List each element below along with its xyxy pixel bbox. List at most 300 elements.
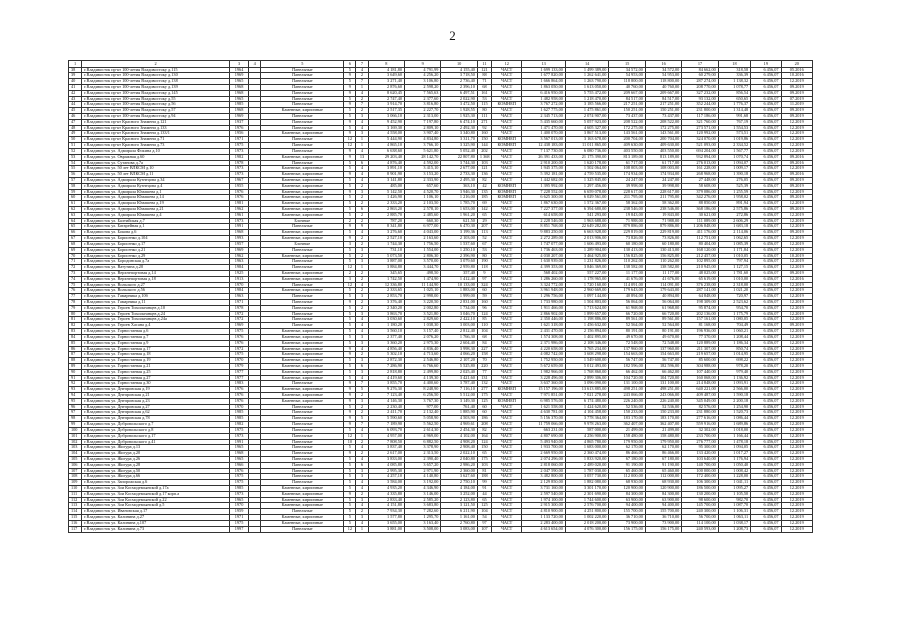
- table-cell: 2 831,00: [441, 300, 477, 306]
- table-cell: 46: [69, 114, 82, 120]
- table-cell: 2 960 669,00: [565, 288, 609, 294]
- table-cell: 1 958,02: [718, 195, 750, 201]
- table-cell: 3 252,00: [441, 491, 477, 497]
- table-cell: 6 456,07: [751, 207, 781, 213]
- table-cell: 6 638,60: [368, 148, 404, 154]
- table-cell: 5: [344, 462, 356, 468]
- table-cell: 3 961 948,00: [522, 288, 566, 294]
- table-cell: 1 867 630,00: [522, 201, 566, 207]
- table-cell: 68: [477, 84, 491, 90]
- table-cell: 12.2019: [781, 468, 813, 474]
- table-cell: 88: [69, 358, 82, 364]
- table-cell: 61 717,00: [645, 160, 681, 166]
- table-cell: 2 527,10: [368, 236, 404, 242]
- table-cell: 1981: [229, 201, 248, 207]
- table-cell: 183 170,00: [609, 416, 645, 422]
- table-cell: г.Владивосток ул. Запорожская д.6: [82, 480, 230, 486]
- table-cell: Панельные: [261, 294, 344, 300]
- table-cell: Каменные, кирпичные: [261, 369, 344, 375]
- table-cell: 156 175,00: [645, 526, 681, 532]
- table-cell: 2 350 446,00: [522, 317, 566, 323]
- table-cell: 5: [344, 294, 356, 300]
- table-cell: 110: [477, 323, 491, 329]
- table-cell: 86 466,00: [645, 451, 681, 457]
- table-cell: 1 424 620,00: [565, 404, 609, 410]
- table-cell: 91 190,00: [609, 462, 645, 468]
- table-cell: 41 676,00: [645, 276, 681, 282]
- table-cell: 12.2019: [781, 480, 813, 486]
- table-cell: 1966: [229, 462, 248, 468]
- table-cell: Панельные: [261, 67, 344, 73]
- table-cell: 1 653,00: [441, 207, 477, 213]
- table-cell: КОМНЕП: [492, 183, 522, 189]
- table-cell: 21 499,00: [609, 427, 645, 433]
- table-cell: 4 256,20: [405, 73, 441, 79]
- table-cell: 2 517,35: [368, 108, 404, 114]
- table-cell: ЧАСТ: [492, 369, 522, 375]
- table-cell: 1997: [229, 526, 248, 532]
- table-cell: 5: [344, 160, 356, 166]
- table-cell: 6 456,07: [751, 137, 781, 143]
- table-cell: 6 456,07: [751, 300, 781, 306]
- table-cell: 94 400,00: [645, 503, 681, 509]
- table-cell: 1963: [229, 259, 248, 265]
- table-cell: г.Владивосток пр-кт Красного Знамени д.133: [82, 125, 230, 131]
- table-cell: 1 250,10: [441, 247, 477, 253]
- table-cell: г.Владивосток ул. 50 лет ВЛКСМ д.11: [82, 172, 230, 178]
- table-cell: 179 643,00: [645, 288, 681, 294]
- table-cell: 09.2016: [781, 154, 813, 160]
- table-cell: 86 466,00: [609, 451, 645, 457]
- table-cell: 109: [69, 480, 82, 486]
- table-cell: Каменные, кирпичные: [261, 172, 344, 178]
- table-cell: 97: [477, 520, 491, 526]
- table-cell: ЧАСТ: [492, 160, 522, 166]
- table-cell: 5 058,90: [405, 416, 441, 422]
- table-cell: 238 546,00: [645, 207, 681, 213]
- table-cell: 118 800,00: [609, 79, 645, 85]
- table-cell: 3 376,40: [368, 300, 404, 306]
- table-cell: 954,70: [718, 305, 750, 311]
- table-cell: 09.2019: [781, 183, 813, 189]
- table-cell: 587 000,00: [565, 427, 609, 433]
- table-cell: 12.2019: [781, 474, 813, 480]
- table-cell: 1 009,17: [718, 166, 750, 172]
- register-table: [68, 60, 813, 533]
- table-cell: 66: [69, 230, 82, 236]
- table-cell: 1: [356, 143, 368, 149]
- table-cell: 174 934,00: [609, 172, 645, 178]
- table-cell: 2 390,40: [405, 456, 441, 462]
- table-cell: 9: [344, 236, 356, 242]
- table-cell: 150 251,00: [609, 108, 645, 114]
- table-cell: Каменные, кирпичные: [261, 520, 344, 526]
- table-cell: 09.2019: [781, 195, 813, 201]
- table-cell: 113: [477, 230, 491, 236]
- table-cell: 62: [69, 207, 82, 213]
- table-cell: 39: [69, 73, 82, 79]
- table-cell: 4 139,30: [405, 375, 441, 381]
- table-cell: 11 759 066,00: [522, 422, 566, 428]
- table-cell: 3 157,40: [405, 329, 441, 335]
- table-cell: ЧАСТ: [492, 381, 522, 387]
- table-cell: 155 700,00: [609, 509, 645, 515]
- table-cell: 1 713 624,00: [565, 305, 609, 311]
- table-cell: 1977: [229, 369, 248, 375]
- table-cell: 3 057 730,00: [565, 474, 609, 480]
- table-cell: Каменные, кирпичные: [261, 177, 344, 183]
- table-cell: 1 208,44: [718, 334, 750, 340]
- table-cell: ЧАСТ: [492, 247, 522, 253]
- table-cell: 103: [477, 160, 491, 166]
- table-cell: 1 683,18: [718, 224, 750, 230]
- table-cell: 6 456,07: [751, 218, 781, 224]
- table-cell: 09.2019: [781, 270, 813, 276]
- table-cell: 211 795,00: [609, 195, 645, 201]
- table-cell: Каменные, кирпичные: [261, 270, 344, 276]
- table-cell: 3: [356, 131, 368, 137]
- table-cell: 161: [477, 90, 491, 96]
- table-cell: 70: [69, 253, 82, 259]
- table-cell: 1 502 064,00: [565, 166, 609, 172]
- table-cell: 3 627,60: [441, 474, 477, 480]
- table-cell: Панельные: [261, 73, 344, 79]
- table-cell: 5: [356, 416, 368, 422]
- table-cell: 95 300,00: [682, 445, 718, 451]
- table-cell: 2 272 289,00: [522, 236, 566, 242]
- table-cell: 39 998,00: [609, 183, 645, 189]
- table-cell: 65: [477, 497, 491, 503]
- table-cell: г.Владивосток ул. Вольского д.56: [82, 288, 230, 294]
- table-cell: 12.2019: [781, 526, 813, 532]
- table-cell: 3 570,00: [405, 259, 441, 265]
- table-cell: 1973: [229, 491, 248, 497]
- table-cell: 1 768 860,00: [565, 369, 609, 375]
- table-cell: 52 564,00: [609, 323, 645, 329]
- table-cell: 75: [69, 282, 82, 288]
- table-cell: 12.2019: [781, 491, 813, 497]
- table-cell: 6 456,07: [751, 474, 781, 480]
- table-cell: г.Владивосток пр-кт 100-летия Владивостоку д.138: [82, 79, 230, 85]
- table-cell: 5: [356, 387, 368, 393]
- table-cell: 6 456,07: [751, 375, 781, 381]
- table-cell: 621,50: [441, 218, 477, 224]
- table-cell: 12.2019: [781, 404, 813, 410]
- table-cell: 68: [477, 334, 491, 340]
- table-cell: 12.2019: [781, 375, 813, 381]
- table-cell: 6 456,07: [751, 79, 781, 85]
- table-cell: 879 886,00: [645, 224, 681, 230]
- table-cell: г.Владивосток пр-кт Красного Знамени д.73: [82, 143, 230, 149]
- table-cell: 226 240,00: [609, 398, 645, 404]
- table-cell: 1 567,77: [718, 148, 750, 154]
- table-cell: 498,50: [405, 270, 441, 276]
- table-cell: 53: [69, 154, 82, 160]
- table-cell: Панельные: [261, 102, 344, 108]
- table-cell: 12.2019: [781, 212, 813, 218]
- table-cell: 2 333,20: [368, 201, 404, 207]
- table-cell: 7 934,30: [368, 509, 404, 515]
- table-cell: 12.2019: [781, 201, 813, 207]
- table-cell: 208 522,00: [609, 119, 645, 125]
- column-header: 5: [261, 61, 344, 68]
- table-cell: 5 156 370,00: [522, 416, 566, 422]
- table-cell: 9: [344, 73, 356, 79]
- table-cell: г.Владивосток ул. Жигура д.50: [82, 468, 230, 474]
- table-cell: 2 818,80: [368, 369, 404, 375]
- table-cell: 6: [356, 363, 368, 369]
- table-cell: 1 963 688,00: [565, 218, 609, 224]
- table-cell: 3 766,10: [405, 143, 441, 149]
- table-cell: 2 604,40: [441, 340, 477, 346]
- table-cell: 186: [477, 416, 491, 422]
- table-cell: 50: [69, 137, 82, 143]
- table-cell: 67 180,00: [609, 456, 645, 462]
- table-cell: 6 456,07: [751, 305, 781, 311]
- table-cell: 891,94: [718, 201, 750, 207]
- table-cell: 92: [477, 125, 491, 131]
- table-cell: г.Владивосток ул. Днепровская д.21: [82, 393, 230, 399]
- table-cell: 76: [69, 288, 82, 294]
- table-cell: 1 744,30: [368, 241, 404, 247]
- table-cell: 4 957,00: [368, 433, 404, 439]
- table-cell: 6 456,07: [751, 433, 781, 439]
- table-cell: ЧАСТ: [492, 96, 522, 102]
- table-cell: 94 400,00: [609, 503, 645, 509]
- table-cell: 4 181,80: [368, 67, 404, 73]
- table-cell: 7: [356, 381, 368, 387]
- table-cell: 12.2019: [781, 427, 813, 433]
- table-cell: 145 700,00: [682, 503, 718, 509]
- table-cell: 6 456,07: [751, 439, 781, 445]
- table-cell: 2 576 700,00: [565, 503, 609, 509]
- table-cell: 1 296 756,00: [522, 294, 566, 300]
- table-cell: 1 882 080,00: [565, 480, 609, 486]
- table-cell: 1 689,86: [718, 422, 750, 428]
- table-cell: ЧАСТ: [492, 393, 522, 399]
- table-cell: 6 456,07: [751, 224, 781, 230]
- table-cell: 4 503,90: [441, 416, 477, 422]
- table-cell: 4: [356, 486, 368, 492]
- table-cell: 6 456,07: [751, 276, 781, 282]
- table-cell: 5: [344, 311, 356, 317]
- table-cell: 1 161,00: [441, 515, 477, 521]
- table-cell: 5 755 472,00: [565, 90, 609, 96]
- table-cell: 4: [356, 119, 368, 125]
- table-cell: 3: [356, 334, 368, 340]
- table-cell: 1 554,00: [405, 247, 441, 253]
- table-cell: 117 186,00: [682, 114, 718, 120]
- column-header: 20: [781, 61, 813, 68]
- table-cell: Каменные, кирпичные: [261, 329, 344, 335]
- table-cell: 1 018,00: [718, 427, 750, 433]
- table-cell: 6 456,07: [751, 491, 781, 497]
- table-cell: 40 760,00: [609, 84, 645, 90]
- table-cell: 05.2016: [781, 67, 813, 73]
- table-cell: 277: [477, 387, 491, 393]
- table-cell: 88 850,00: [682, 201, 718, 207]
- table-cell: 6 456,07: [751, 393, 781, 399]
- table-cell: 1 171,84: [718, 247, 750, 253]
- table-cell: г.Владивосток пр-кт Красного Знамени д.133/1: [82, 131, 230, 137]
- table-cell: 932 894,00: [682, 154, 718, 160]
- table-cell: 5: [344, 363, 356, 369]
- table-cell: 6 456,07: [751, 177, 781, 183]
- table-cell: 12.2019: [781, 259, 813, 265]
- table-cell: 1 097 144,00: [565, 294, 609, 300]
- table-cell: 1975: [229, 352, 248, 358]
- table-cell: Панельные: [261, 84, 344, 90]
- table-cell: 2: [356, 393, 368, 399]
- table-cell: ЧАСТ: [492, 323, 522, 329]
- table-cell: 6 456,07: [751, 468, 781, 474]
- table-cell: 29 203,40: [368, 154, 404, 160]
- table-cell: 3 767,30: [405, 398, 441, 404]
- table-cell: 5 012 493,00: [565, 363, 609, 369]
- table-cell: 1 295,70: [405, 515, 441, 521]
- table-cell: 6 456,07: [751, 230, 781, 236]
- table-cell: 4 140,80: [405, 474, 441, 480]
- table-cell: 114 091,00: [645, 282, 681, 288]
- table-cell: Панельные: [261, 265, 344, 271]
- table-cell: 3 169,30: [368, 125, 404, 131]
- table-cell: 2: [344, 218, 356, 224]
- table-cell: 47: [69, 119, 82, 125]
- table-cell: 1979: [229, 363, 248, 369]
- table-cell: 1 254,90: [718, 404, 750, 410]
- table-cell: 55: [69, 166, 82, 172]
- table-cell: 5: [344, 520, 356, 526]
- table-cell: ЧАСТ: [492, 358, 522, 364]
- table-cell: 4: [356, 445, 368, 451]
- table-cell: 650,65: [718, 96, 750, 102]
- table-cell: 1970: [229, 404, 248, 410]
- table-cell: 6 456,07: [751, 90, 781, 96]
- table-cell: 268 968,00: [682, 172, 718, 178]
- table-cell: 3 066,10: [368, 114, 404, 120]
- table-cell: г.Владивосток ул. Жигура д.28: [82, 462, 230, 468]
- table-cell: 2 022,10: [441, 451, 477, 457]
- table-cell: ЧАСТ: [492, 456, 522, 462]
- table-cell: 65 619,00: [682, 276, 718, 282]
- table-cell: 1 504 803,00: [565, 300, 609, 306]
- table-cell: 2 156 894,00: [565, 329, 609, 335]
- table-cell: г.Владивосток ул. Днепровская д.27: [82, 404, 230, 410]
- table-cell: 1976: [229, 468, 248, 474]
- table-cell: 3: [344, 241, 356, 247]
- table-cell: 73 826,00: [609, 236, 645, 242]
- table-cell: 6 456,07: [751, 154, 781, 160]
- table-cell: Панельные: [261, 224, 344, 230]
- table-cell: 2: [344, 270, 356, 276]
- table-cell: Каменные, кирпичные: [261, 334, 344, 340]
- table-cell: 72 548,00: [609, 340, 645, 346]
- table-cell: 5 052,40: [441, 148, 477, 154]
- table-cell: 6 470,30: [441, 224, 477, 230]
- table-cell: 65 460,00: [645, 468, 681, 474]
- table-cell: 38: [69, 67, 82, 73]
- table-cell: 1 883,00: [441, 288, 477, 294]
- table-cell: 761,40: [441, 404, 477, 410]
- table-cell: 64: [69, 218, 82, 224]
- table-cell: ЧАСТ: [492, 259, 522, 265]
- table-cell: 1982: [229, 154, 248, 160]
- table-cell: Панельные: [261, 247, 344, 253]
- table-cell: 182 596,00: [645, 363, 681, 369]
- table-cell: 6 985 576,00: [522, 398, 566, 404]
- table-cell: 2: [356, 253, 368, 259]
- table-cell: 2 809,10: [405, 125, 441, 131]
- table-cell: КОМНЕП: [492, 387, 522, 393]
- table-cell: 110: [69, 486, 82, 492]
- table-cell: 272,86: [718, 212, 750, 218]
- table-cell: 5: [344, 515, 356, 521]
- table-cell: 4 102,00: [441, 433, 477, 439]
- table-cell: 44: [69, 102, 82, 108]
- table-cell: 9: [344, 346, 356, 352]
- table-body: [69, 67, 813, 532]
- table-cell: 229 819,00: [645, 230, 681, 236]
- table-cell: 68 930,00: [645, 480, 681, 486]
- table-cell: 1975: [229, 520, 248, 526]
- table-cell: 3 415,10: [405, 166, 441, 172]
- table-cell: 1969: [229, 323, 248, 329]
- table-cell: г.Владивосток ул. Днепровская д.23: [82, 398, 230, 404]
- table-cell: г.Владивосток ул. Вольского д.27: [82, 282, 230, 288]
- table-cell: КОМНЕП: [492, 137, 522, 143]
- table-cell: Панельные: [261, 125, 344, 131]
- table-cell: Панельные: [261, 300, 344, 306]
- table-cell: 2: [356, 195, 368, 201]
- table-cell: 1 087,70: [718, 503, 750, 509]
- table-cell: 9: [344, 398, 356, 404]
- table-cell: 1965: [229, 96, 248, 102]
- table-cell: 1964: [229, 67, 248, 73]
- table-cell: ЧАСТ: [492, 462, 522, 468]
- table-cell: 3 276,60: [368, 230, 404, 236]
- table-cell: 84 662,00: [682, 67, 718, 73]
- table-cell: 767,19: [718, 119, 750, 125]
- table-cell: 12.2019: [781, 288, 813, 294]
- table-cell: 73 437,00: [609, 114, 645, 120]
- table-cell: 12.2019: [781, 241, 813, 247]
- table-cell: [249, 526, 261, 532]
- table-cell: 1 606 493,00: [565, 241, 609, 247]
- table-cell: 3 846 369,00: [565, 265, 609, 271]
- table-cell: 6 456,07: [751, 410, 781, 416]
- table-cell: 287 274,00: [682, 79, 718, 85]
- table-cell: 6 456,07: [751, 201, 781, 207]
- table-cell: 12 438 183,00: [522, 143, 566, 149]
- table-cell: г.Владивосток ул. Борисенко д.104: [82, 236, 230, 242]
- table-cell: 4 856,40: [368, 346, 404, 352]
- table-cell: 12.2019: [781, 439, 813, 445]
- table-cell: 2 499,80: [405, 369, 441, 375]
- table-cell: 3 003,00: [441, 323, 477, 329]
- table-cell: 2 040,80: [441, 456, 477, 462]
- table-cell: 1975: [229, 143, 248, 149]
- table-cell: 58 362,00: [645, 201, 681, 207]
- table-cell: 108 003,00: [609, 166, 645, 172]
- table-cell: 2 578,10: [405, 207, 441, 213]
- table-cell: 179 950,00: [645, 439, 681, 445]
- table-cell: 2 163,60: [405, 236, 441, 242]
- table-cell: Панельные: [261, 509, 344, 515]
- table-cell: г.Владивосток ул. Горностаевая д.9: [82, 340, 230, 346]
- table-cell: 91 190,00: [645, 462, 681, 468]
- table-cell: 9: [344, 410, 356, 416]
- table-cell: Панельные: [261, 445, 344, 451]
